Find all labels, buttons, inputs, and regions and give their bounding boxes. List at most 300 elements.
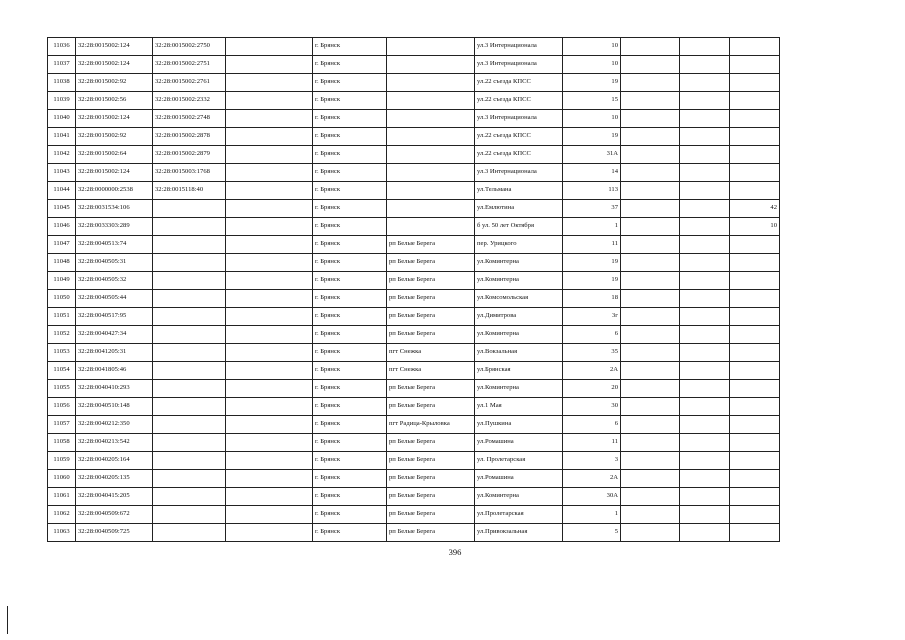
cell-settlement: рп Белые Берега <box>387 398 475 416</box>
cell-room <box>730 524 780 542</box>
cell-city: г. Брянск <box>313 524 387 542</box>
cell-house: 35 <box>563 344 621 362</box>
cell-cadastral-parent: 32:28:0040505:31 <box>76 254 153 272</box>
cell-city: г. Брянск <box>313 254 387 272</box>
cell-room <box>730 416 780 434</box>
cell-house: 6 <box>563 326 621 344</box>
cell-street: ул.1 Мая <box>475 398 563 416</box>
cell-object-name <box>226 236 313 254</box>
cell-street: ул.Коминтерна <box>475 326 563 344</box>
cell-cadastral-parent: 32:28:0040517:95 <box>76 308 153 326</box>
cell-street: ул.Ромашина <box>475 434 563 452</box>
register-table-body <box>48 38 780 542</box>
cell-apartment <box>680 110 730 128</box>
cell-building <box>621 92 680 110</box>
cell-record-number: 11055 <box>48 380 76 398</box>
cell-building <box>621 434 680 452</box>
cell-room: 42 <box>730 200 780 218</box>
cell-cadastral-parent: 32:28:0040509:672 <box>76 506 153 524</box>
cell-house: 15 <box>563 92 621 110</box>
cell-house: 20 <box>563 380 621 398</box>
cell-cadastral-number <box>153 236 226 254</box>
cell-object-name <box>226 92 313 110</box>
cell-room <box>730 326 780 344</box>
cell-street: ул.Вокзальная <box>475 344 563 362</box>
cell-settlement: рп Белые Берега <box>387 506 475 524</box>
cell-object-name <box>226 254 313 272</box>
cell-apartment <box>680 182 730 200</box>
cell-street: ул.Тельмана <box>475 182 563 200</box>
cell-settlement <box>387 200 475 218</box>
cell-city: г. Брянск <box>313 416 387 434</box>
cell-city: г. Брянск <box>313 56 387 74</box>
cell-street: ул.22 съезда КПСС <box>475 92 563 110</box>
cell-object-name <box>226 218 313 236</box>
cell-house: 1 <box>563 506 621 524</box>
cell-settlement <box>387 74 475 92</box>
cell-object-name <box>226 164 313 182</box>
cell-house: 31А <box>563 146 621 164</box>
cell-building <box>621 38 680 56</box>
cell-room <box>730 164 780 182</box>
cell-object-name <box>226 434 313 452</box>
table-row <box>48 254 780 272</box>
cell-apartment <box>680 470 730 488</box>
cell-settlement <box>387 38 475 56</box>
cell-cadastral-parent: 32:28:0015002:124 <box>76 110 153 128</box>
cell-street: ул.Комсомольская <box>475 290 563 308</box>
cell-house: 10 <box>563 110 621 128</box>
cell-apartment <box>680 290 730 308</box>
cell-house: 18 <box>563 290 621 308</box>
cell-building <box>621 110 680 128</box>
cell-city: г. Брянск <box>313 74 387 92</box>
cell-cadastral-number <box>153 470 226 488</box>
cell-apartment <box>680 488 730 506</box>
cell-record-number: 11037 <box>48 56 76 74</box>
cell-object-name <box>226 308 313 326</box>
table-row <box>48 290 780 308</box>
cell-object-name <box>226 182 313 200</box>
cell-record-number: 11057 <box>48 416 76 434</box>
cell-city: г. Брянск <box>313 308 387 326</box>
cell-house: 2А <box>563 362 621 380</box>
cell-city: г. Брянск <box>313 344 387 362</box>
cell-room <box>730 74 780 92</box>
cell-record-number: 11038 <box>48 74 76 92</box>
cell-city: г. Брянск <box>313 380 387 398</box>
cell-object-name <box>226 488 313 506</box>
cell-cadastral-number: 32:28:0015002:2879 <box>153 146 226 164</box>
cell-cadastral-number: 32:28:0015002:2761 <box>153 74 226 92</box>
cell-cadastral-number: 32:28:0015118:40 <box>153 182 226 200</box>
page-number: 396 <box>448 547 462 557</box>
cell-cadastral-parent: 32:28:0015002:64 <box>76 146 153 164</box>
cell-cadastral-number <box>153 362 226 380</box>
cell-cadastral-parent: 32:28:0015002:92 <box>76 128 153 146</box>
cell-room <box>730 92 780 110</box>
cell-settlement: рп Белые Берега <box>387 308 475 326</box>
cell-street: ул.Коминтерна <box>475 254 563 272</box>
cell-object-name <box>226 38 313 56</box>
cell-cadastral-parent: 32:28:0040513:74 <box>76 236 153 254</box>
cell-room <box>730 362 780 380</box>
cell-settlement <box>387 164 475 182</box>
cell-city: г. Брянск <box>313 326 387 344</box>
cell-street: ул.22 съезда КПСС <box>475 128 563 146</box>
cell-room <box>730 254 780 272</box>
cell-object-name <box>226 110 313 128</box>
cell-building <box>621 488 680 506</box>
cell-building <box>621 164 680 182</box>
cell-record-number: 11063 <box>48 524 76 542</box>
cell-room <box>730 236 780 254</box>
cell-cadastral-number <box>153 290 226 308</box>
cell-street: ул.Пушкина <box>475 416 563 434</box>
cell-cadastral-number <box>153 218 226 236</box>
cell-city: г. Брянск <box>313 146 387 164</box>
cell-street: ул.22 съезда КПСС <box>475 74 563 92</box>
cell-object-name <box>226 326 313 344</box>
cell-object-name <box>226 200 313 218</box>
cell-record-number: 11042 <box>48 146 76 164</box>
table-row <box>48 146 780 164</box>
table-row <box>48 74 780 92</box>
cell-city: г. Брянск <box>313 128 387 146</box>
cell-settlement: рп Белые Берега <box>387 326 475 344</box>
cell-street: ул. Пролетарская <box>475 452 563 470</box>
cell-cadastral-parent: 32:28:0015002:124 <box>76 38 153 56</box>
cell-cadastral-number: 32:28:0015002:2878 <box>153 128 226 146</box>
cell-house: 19 <box>563 272 621 290</box>
cell-settlement: рп Белые Берега <box>387 434 475 452</box>
cell-apartment <box>680 308 730 326</box>
cell-building <box>621 308 680 326</box>
cell-building <box>621 272 680 290</box>
cell-record-number: 11047 <box>48 236 76 254</box>
table-row <box>48 110 780 128</box>
cell-cadastral-parent: 32:28:0015002:56 <box>76 92 153 110</box>
cell-city: г. Брянск <box>313 218 387 236</box>
table-row <box>48 182 780 200</box>
cell-object-name <box>226 452 313 470</box>
cell-apartment <box>680 146 730 164</box>
cell-street: ул.22 съезда КПСС <box>475 146 563 164</box>
cell-object-name <box>226 398 313 416</box>
cell-apartment <box>680 326 730 344</box>
cell-building <box>621 74 680 92</box>
cell-cadastral-parent: 32:28:0040427:34 <box>76 326 153 344</box>
table-row <box>48 308 780 326</box>
cell-house: 5 <box>563 524 621 542</box>
cell-record-number: 11056 <box>48 398 76 416</box>
cell-object-name <box>226 290 313 308</box>
cell-city: г. Брянск <box>313 236 387 254</box>
cell-house: 3г <box>563 308 621 326</box>
cell-apartment <box>680 128 730 146</box>
cell-house: 113 <box>563 182 621 200</box>
cell-cadastral-number <box>153 380 226 398</box>
cell-record-number: 11045 <box>48 200 76 218</box>
cell-record-number: 11060 <box>48 470 76 488</box>
cell-cadastral-parent: 32:28:0040415:205 <box>76 488 153 506</box>
cell-street: ул.Коминтерна <box>475 272 563 290</box>
cell-building <box>621 326 680 344</box>
cell-city: г. Брянск <box>313 290 387 308</box>
cell-house: 37 <box>563 200 621 218</box>
cell-apartment <box>680 434 730 452</box>
table-row <box>48 434 780 452</box>
table-row <box>48 128 780 146</box>
cell-room <box>730 452 780 470</box>
cell-apartment <box>680 200 730 218</box>
cell-object-name <box>226 470 313 488</box>
cell-house: 19 <box>563 74 621 92</box>
table-row <box>48 506 780 524</box>
cell-cadastral-number <box>153 200 226 218</box>
cell-room <box>730 308 780 326</box>
cell-record-number: 11049 <box>48 272 76 290</box>
cell-object-name <box>226 344 313 362</box>
cell-record-number: 11051 <box>48 308 76 326</box>
cell-house: 19 <box>563 254 621 272</box>
cell-street: ул.Димитрова <box>475 308 563 326</box>
cell-street: б ул. 50 лет Октября <box>475 218 563 236</box>
cell-record-number: 11052 <box>48 326 76 344</box>
cell-apartment <box>680 524 730 542</box>
cell-record-number: 11040 <box>48 110 76 128</box>
cell-room <box>730 128 780 146</box>
cell-house: 1 <box>563 218 621 236</box>
cell-room <box>730 434 780 452</box>
cell-city: г. Брянск <box>313 452 387 470</box>
table-row <box>48 524 780 542</box>
cell-house: 3 <box>563 452 621 470</box>
cell-apartment <box>680 236 730 254</box>
cell-record-number: 11053 <box>48 344 76 362</box>
cell-city: г. Брянск <box>313 470 387 488</box>
cell-cadastral-parent: 32:28:0040505:44 <box>76 290 153 308</box>
cell-cadastral-number <box>153 326 226 344</box>
table-row <box>48 56 780 74</box>
cell-cadastral-parent: 32:28:0040509:725 <box>76 524 153 542</box>
cell-house: 30А <box>563 488 621 506</box>
cell-city: г. Брянск <box>313 110 387 128</box>
table-row <box>48 488 780 506</box>
cell-room <box>730 290 780 308</box>
cell-record-number: 11036 <box>48 38 76 56</box>
cell-street: ул.Коминтерна <box>475 380 563 398</box>
table-row <box>48 398 780 416</box>
page-edge-line <box>7 606 8 634</box>
cell-settlement <box>387 146 475 164</box>
cell-cadastral-number <box>153 344 226 362</box>
cell-apartment <box>680 164 730 182</box>
table-row <box>48 164 780 182</box>
cell-record-number: 11046 <box>48 218 76 236</box>
cell-apartment <box>680 452 730 470</box>
cell-settlement <box>387 92 475 110</box>
table-row <box>48 200 780 218</box>
cell-building <box>621 362 680 380</box>
cell-street: ул.Ромашина <box>475 470 563 488</box>
cell-cadastral-parent: 32:28:0040510:148 <box>76 398 153 416</box>
cell-building <box>621 524 680 542</box>
cell-settlement: рп Белые Берега <box>387 380 475 398</box>
cell-settlement: рп Белые Берега <box>387 254 475 272</box>
cell-apartment <box>680 398 730 416</box>
cell-street: ул.Брянская <box>475 362 563 380</box>
cell-settlement <box>387 218 475 236</box>
cell-cadastral-number <box>153 272 226 290</box>
cell-street: пер. Урицкого <box>475 236 563 254</box>
cell-apartment <box>680 362 730 380</box>
cell-settlement <box>387 110 475 128</box>
cell-object-name <box>226 380 313 398</box>
cell-cadastral-parent: 32:28:0040410:293 <box>76 380 153 398</box>
cell-cadastral-parent: 32:28:0015002:124 <box>76 56 153 74</box>
cell-building <box>621 254 680 272</box>
cell-cadastral-number <box>153 398 226 416</box>
cell-house: 11 <box>563 434 621 452</box>
cell-apartment <box>680 380 730 398</box>
cell-object-name <box>226 272 313 290</box>
cell-city: г. Брянск <box>313 434 387 452</box>
cell-cadastral-number <box>153 506 226 524</box>
cell-cadastral-number <box>153 416 226 434</box>
cell-settlement: пгт Снежка <box>387 344 475 362</box>
table-row <box>48 362 780 380</box>
cell-city: г. Брянск <box>313 362 387 380</box>
cell-cadastral-number: 32:28:0015002:2748 <box>153 110 226 128</box>
cell-cadastral-parent: 32:28:0015002:124 <box>76 164 153 182</box>
cell-building <box>621 146 680 164</box>
cell-settlement: рп Белые Берега <box>387 524 475 542</box>
register-table <box>47 37 780 542</box>
cell-cadastral-number: 32:28:0015002:2751 <box>153 56 226 74</box>
cell-cadastral-parent: 32:28:0041205:31 <box>76 344 153 362</box>
cell-building <box>621 128 680 146</box>
table-row <box>48 92 780 110</box>
table-row <box>48 236 780 254</box>
cell-apartment <box>680 38 730 56</box>
cell-record-number: 11059 <box>48 452 76 470</box>
cell-record-number: 11050 <box>48 290 76 308</box>
cell-room <box>730 56 780 74</box>
cell-room <box>730 110 780 128</box>
cell-apartment <box>680 344 730 362</box>
cell-building <box>621 416 680 434</box>
cell-street: ул.Привокзальная <box>475 524 563 542</box>
table-row <box>48 344 780 362</box>
cell-object-name <box>226 524 313 542</box>
cell-street: ул.Емлютина <box>475 200 563 218</box>
table-row <box>48 470 780 488</box>
cell-record-number: 11041 <box>48 128 76 146</box>
cell-cadastral-parent: 32:28:0041805:46 <box>76 362 153 380</box>
cell-cadastral-parent: 32:28:0040205:135 <box>76 470 153 488</box>
cell-city: г. Брянск <box>313 92 387 110</box>
cell-room <box>730 380 780 398</box>
table-row <box>48 218 780 236</box>
cell-house: 14 <box>563 164 621 182</box>
cell-record-number: 11044 <box>48 182 76 200</box>
cell-building <box>621 506 680 524</box>
cell-cadastral-parent: 32:28:0040212:350 <box>76 416 153 434</box>
cell-house: 30 <box>563 398 621 416</box>
cell-cadastral-parent: 32:28:0040505:32 <box>76 272 153 290</box>
cell-cadastral-number <box>153 524 226 542</box>
cell-house: 6 <box>563 416 621 434</box>
cell-apartment <box>680 272 730 290</box>
cell-house: 10 <box>563 56 621 74</box>
table-row <box>48 452 780 470</box>
cell-building <box>621 470 680 488</box>
cell-cadastral-number <box>153 254 226 272</box>
cell-object-name <box>226 506 313 524</box>
cell-city: г. Брянск <box>313 38 387 56</box>
cell-cadastral-parent: 32:28:0015002:92 <box>76 74 153 92</box>
cell-building <box>621 218 680 236</box>
cell-object-name <box>226 416 313 434</box>
cell-city: г. Брянск <box>313 200 387 218</box>
cell-cadastral-number: 32:28:0015003:1768 <box>153 164 226 182</box>
cell-cadastral-number: 32:28:0015002:2750 <box>153 38 226 56</box>
cell-city: г. Брянск <box>313 506 387 524</box>
cell-street: ул.Пролетарская <box>475 506 563 524</box>
table-row <box>48 38 780 56</box>
cell-cadastral-parent: 32:28:0031534:106 <box>76 200 153 218</box>
cell-settlement: пгт Радица-Крыловка <box>387 416 475 434</box>
cell-room <box>730 398 780 416</box>
cell-settlement: рп Белые Берега <box>387 470 475 488</box>
cell-cadastral-parent: 32:28:0040205:164 <box>76 452 153 470</box>
cell-city: г. Брянск <box>313 272 387 290</box>
cell-apartment <box>680 506 730 524</box>
cell-settlement <box>387 128 475 146</box>
table-row <box>48 416 780 434</box>
cell-room <box>730 470 780 488</box>
cell-record-number: 11061 <box>48 488 76 506</box>
cell-settlement: рп Белые Берега <box>387 272 475 290</box>
cell-settlement: рп Белые Берега <box>387 452 475 470</box>
cell-building <box>621 344 680 362</box>
cell-object-name <box>226 56 313 74</box>
cell-street: ул.3 Интернационала <box>475 38 563 56</box>
cell-record-number: 11062 <box>48 506 76 524</box>
cell-cadastral-number: 32:28:0015002:2332 <box>153 92 226 110</box>
cell-cadastral-parent: 32:28:0033303:289 <box>76 218 153 236</box>
cell-apartment <box>680 416 730 434</box>
cell-record-number: 11043 <box>48 164 76 182</box>
cell-room <box>730 344 780 362</box>
cell-street: ул.Коминтерна <box>475 488 563 506</box>
cell-house: 11 <box>563 236 621 254</box>
cell-cadastral-number <box>153 488 226 506</box>
cell-object-name <box>226 128 313 146</box>
cell-building <box>621 236 680 254</box>
cell-room <box>730 272 780 290</box>
cell-cadastral-number <box>153 434 226 452</box>
cell-cadastral-number <box>153 308 226 326</box>
cell-street: ул.3 Интернационала <box>475 56 563 74</box>
cell-city: г. Брянск <box>313 182 387 200</box>
cell-settlement: рп Белые Берега <box>387 290 475 308</box>
cell-cadastral-number <box>153 452 226 470</box>
cell-settlement <box>387 182 475 200</box>
cell-house: 10 <box>563 38 621 56</box>
cell-apartment <box>680 218 730 236</box>
